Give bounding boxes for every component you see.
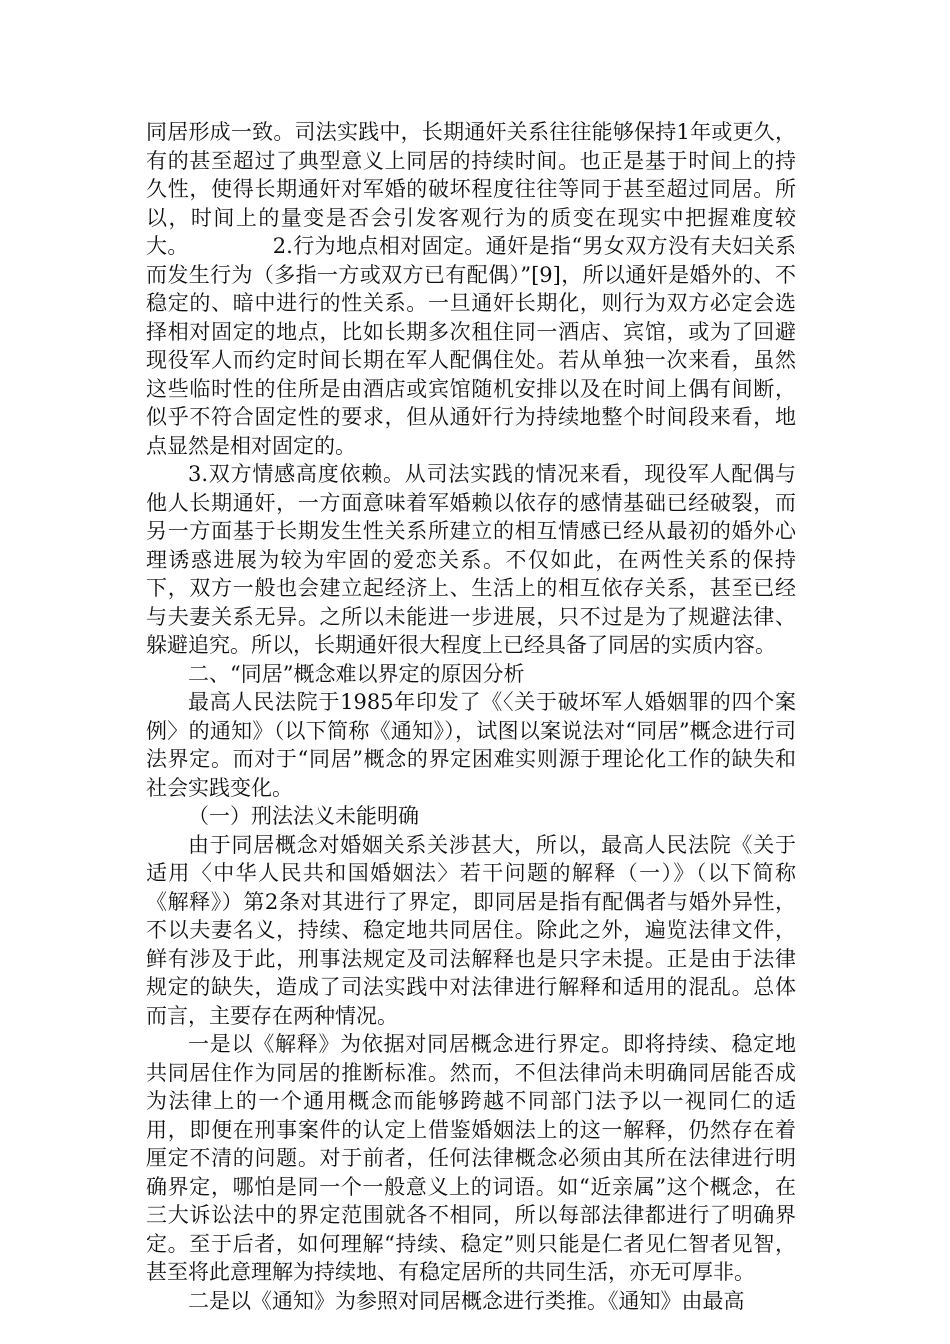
subsection-heading: （一）刑法法义未能明确	[188, 804, 419, 828]
paragraph: 最高人民法院于1985年印发了《〈关于破坏军人婚姻罪的四个案例〉的通知》（以下简称《通知》），试图以案说法对“同居”概念进行司法界定。而对于“同居”概念的界定困难实则源于理论化工作的缺失和社会实践变化。	[146, 690, 796, 800]
paragraph: 由于同居概念对婚姻关系关涉甚大，所以，最高人民法院《关于适用〈中华人民共和国婚姻法〉若干问题的解释（一）》（以下简称《解释》）第2条对其进行了界定，即同居是指有配偶者与婚外异性，不以夫妻名义，持续、稳定地共同居住。除此之外，遍览法律文件，鲜有涉及于此，刑事法规定及司法解释也是只字未提。正是由于法律规定的缺失，造成了司法实践中对法律进行解释和适用的混乱。总体而言，主要存在两种情况。	[146, 832, 796, 1028]
paragraph-text: 同居形成一致。司法实践中，长期通奸关系往往能够保持1年或更久，有的甚至超过了典型意义上同居的持续时间。也正是基于时间上的持久性，使得长期通奸对军婚的破坏程度往往等同于甚至超过同居。所以，时间上的量变是否会引发客观行为的质变在现实中把握难度较大。	[146, 120, 796, 258]
section-heading: 二、“同居”概念难以界定的原因分析	[188, 661, 525, 686]
paragraph: 二是以《通知》为参照对同居概念进行类推。《通知》由最高	[188, 1288, 745, 1313]
paragraph-text: 2.行为地点相对固定。通奸是指“男女双方没有夫妇关系而发生行为（多指一方或双方已有配偶）”[9]，所以通奸是婚外的、不稳定的、暗中进行的性关系。一旦通奸长期化，则行为双方必定会选择相对固定的地点，比如长期多次租住同一酒店、宾馆，或为了回避现役军人而约定时间长期在军人配偶住处。若从单独一次来看，虽然这些临时性的住所是由酒店或宾馆随机安排以及在时间上偶有间断，似乎不符合固定性的要求，但从通奸行为持续地整个时间段来看，地点显然是相对固定的。	[146, 234, 796, 458]
document-body	[146, 118, 796, 1315]
paragraph: 3.双方情感高度依赖。从司法实践的情况来看，现役军人配偶与他人长期通奸，一方面意味着军婚赖以依存的感情基础已经破裂，而另一方面基于长期发生性关系所建立的相互情感已经从最初的婚外心理诱惑进展为较为牢固的爱恋关系。不仅如此，在两性关系的保持下，双方一般也会建立起经济上、生活上的相互依存关系，甚至已经与夫妻关系无异。之所以未能进一步进展，只不过是为了规避法律、躲避追究。所以，长期通奸很大程度上已经具备了同居的实质内容。	[146, 462, 796, 657]
paragraph	[146, 118, 796, 460]
paragraph: 一是以《解释》为依据对同居概念进行界定。即将持续、稳定地共同居住作为同居的推断标准。然而，不但法律尚未明确同居能否成为法律上的一个通用概念而能够跨越不同部门法予以一视同仁的适用，即便在刑事案件的认定上借鉴婚姻法上的这一解释，仍然存在着厘定不清的问题。对于前者，任何法律概念必须由其所在法律进行明确界定，哪怕是同一个一般意义上的词语。如“近亲属”这个概念，在三大诉讼法中的界定范围就各不相同，所以每部法律都进行了明确界定。至于后者，如何理解“持续、稳定”则只能是仁者见仁智者见智，甚至将此意理解为持续地、有稳定居所的共同生活，亦无可厚非。	[146, 1032, 796, 1284]
